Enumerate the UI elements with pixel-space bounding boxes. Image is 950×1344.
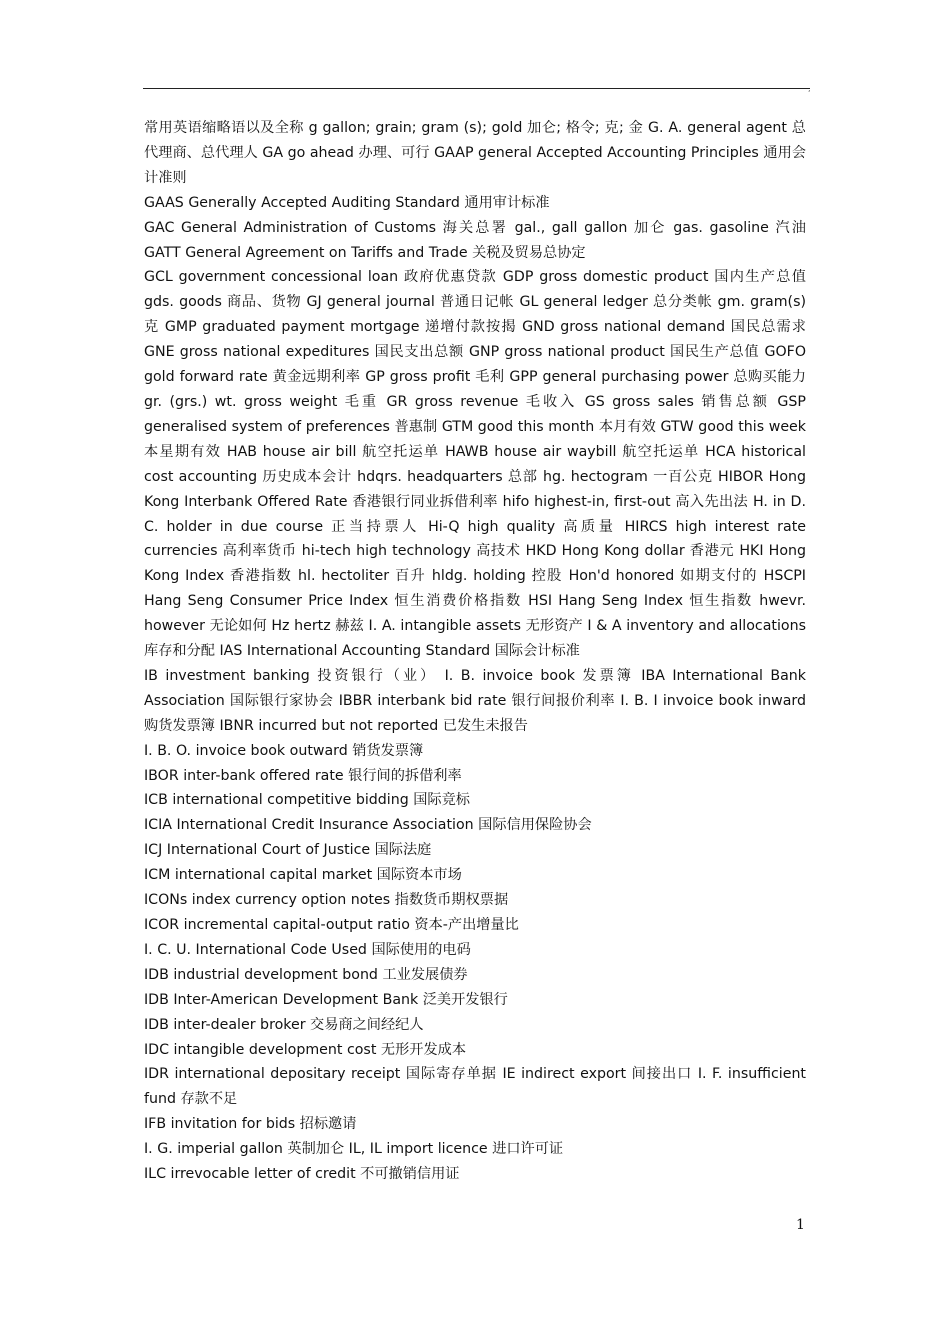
paragraph-icons: ICONs index currency option notes 指数货币期权票据 [144, 892, 509, 909]
paragraph-idc: IDC intangible development cost 无形开发成本 [144, 1041, 467, 1058]
paragraph-gcl-ias: GCL government concessional loan 政府优惠贷款 GDP gross domestic product 国内生产总值 gds. goods 商品、货物 GJ general journal 普通日记帐 GL general ledger 总分类帐 gm. gram(s) 克 GMP graduated payment mortgage 递增付款按揭 GND gross national demand 国民总需求 GNE gross national expeditures 国民支出总额 GNP gross national product 国民生产总值 GOFO gold forward rate 黄金远期利率 GP gross profit 毛利 GPP general purchasing power 总购买能力 gr. (grs.) wt. gross weight 毛重 GR gross revenue 毛收入 GS gross sales 销售总额 GSP generalised system of preferences 普惠制 GTM good this month 本月有效 GTW good this week 本星期有效 HAB house air bill 航空托运单 HAWB house air waybill 航空托运单 HCA historical cost accounting 历史成本会计 hdqrs. headquarters 总部 hg. hectogram 一百公克 HIBOR Hong Kong Interbank Offered Rate 香港银行同业拆借利率 hifo highest-in, first-out 高入先出法 H. in D. C. holder in due course 正当持票人 Hi-Q high quality 高质量 HIRCS high interest rate currencies 高利率货币 hi-tech high technology 高技术 HKD Hong Kong dollar 香港元 HKI Hong Kong Index 香港指数 hl. hectoliter 百升 hldg. holding 控股 Hon'd honored 如期支付的 HSCPI Hang Seng Consumer Price Index 恒生消费价格指数 HSI Hang Seng Index 恒生指数 hwevr. however 无论如何 Hz hertz 赫兹 I. A. intangible assets 无形资产 I & A inventory and allocations 库存和分配 IAS International Accounting Standard 国际会计标准 [144, 269, 806, 660]
paragraph-icu: I. C. U. International Code Used 国际使用的电码 [144, 941, 471, 958]
paragraph-idb-industrial: IDB industrial development bond 工业发展债券 [144, 966, 468, 983]
paragraph-ib-ibnr: IB investment banking 投资银行（业） I. B. invoice book 发票簿 IBA International Bank Association 国际银行家协会 IBBR interbank bid rate 银行间报价利率 I. B. I invoice book inward 购货发票簿 IBNR incurred but not reported 已发生未报告 [144, 667, 806, 734]
paragraph-ig: I. G. imperial gallon 英制加仑 IL, IL import licence 进口许可证 [144, 1141, 564, 1158]
paragraph-idb-inter-american: IDB Inter-American Development Bank 泛美开发银行 [144, 991, 508, 1008]
paragraph-ibor: IBOR inter-bank offered rate 银行间的拆借利率 [144, 767, 462, 784]
paragraph-ifb: IFB invitation for bids 招标邀请 [144, 1116, 357, 1133]
paragraph-g-terms: 常用英语缩略语以及全称 g gallon; grain; gram (s); gold 加仑; 格令; 克; 金 G. A. general agent 总代理商、总代理人 GA go ahead 办理、可行 GAAP general Accepted Accounting Principles 通用会计准则 [144, 120, 806, 186]
paragraph-icor: ICOR incremental capital-output ratio 资本-产出增量比 [144, 917, 519, 933]
header-mark: , [808, 84, 811, 93]
paragraph-gac-gatt: GAC General Administration of Customs 海关总署 gal., gall gallon 加仑 gas. gasoline 汽油 GATT General Agreement on Tariffs and Trade 关税及贸易总协定 [144, 219, 806, 261]
paragraph-gaas: GAAS Generally Accepted Auditing Standard 通用审计标准 [144, 194, 550, 211]
paragraph-ibo: I. B. O. invoice book outward 销货发票簿 [144, 742, 424, 759]
document-body [144, 116, 806, 1187]
paragraph-idb-broker: IDB inter-dealer broker 交易商之间经纪人 [144, 1016, 424, 1033]
paragraph-icj: ICJ International Court of Justice 国际法庭 [144, 842, 432, 859]
paragraph-idr: IDR international depositary receipt 国际寄存单据 IE indirect export 间接出口 I. F. insufficient fund 存款不足 [144, 1066, 806, 1108]
paragraph-icb: ICB international competitive bidding 国际竞标 [144, 792, 470, 809]
paragraph-icia: ICIA International Credit Insurance Association 国际信用保险协会 [144, 817, 592, 834]
header-rule [143, 88, 810, 89]
page-number: 1 [796, 1217, 805, 1233]
paragraph-ilc: ILC irrevocable letter of credit 不可撤销信用证 [144, 1166, 460, 1183]
paragraph-icm: ICM international capital market 国际资本市场 [144, 867, 462, 884]
